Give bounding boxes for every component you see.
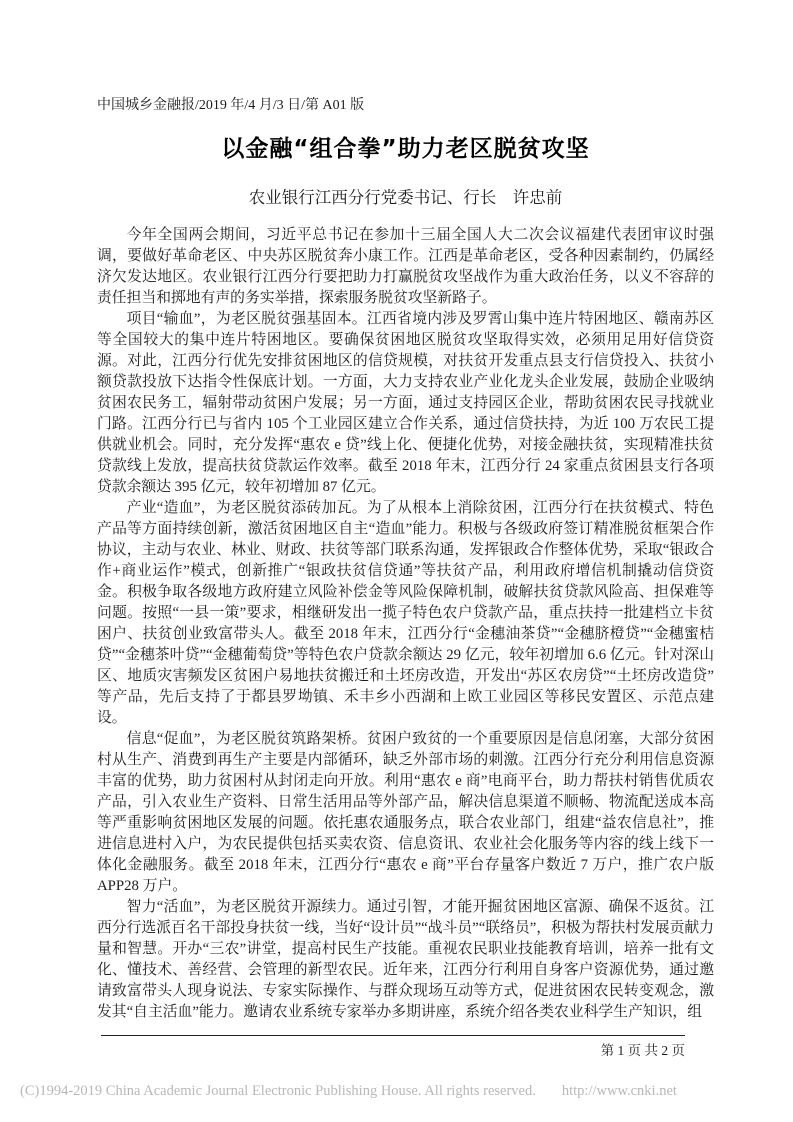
- article-paragraph: 智力“活血”，为老区脱贫开源续力。通过引智，才能开掘贫困地区富源、确保不返贫。江西分行选派百名干部投身扶贫一线，当好“设计员”“战斗员”“联络员”，积极为帮扶村发展贡献力量和智慧。开办“三农”讲堂，提高村民生产技能。重视农民职业技能教育培训，培养一批有文化、懂技术、善经营、会管理的新型农民。近年来，江西分行利用自身客户资源优势，通过邀请致富带头人现身说法、专家实际操作、与群众现场互动等方式，促进贫困农民转变观念，激发其“自主活血”能力。邀请农业系统专家举办多期讲座，系统介绍各类农业科学生产知识，组: [97, 899, 714, 1020]
- article-paragraph: 信息“促血”，为老区脱贫筑路架桥。贫困户致贫的一个重要原因是信息闭塞，大部分贫困村从生产、消费到再生产主要是内部循环，缺乏外部市场的刺激。江西分行充分利用信息资源丰富的优势，助力贫困村从封闭走向开放。利用“惠农 e 商”电商平台，助力帮扶村销售优质农产品，引入农业生产资料、日常生活用品等外部产品，解决信息渠道不顺畅、物流配送成本高等严重影响贫困地区发展的问题。依托惠农通服务点，联合农业部门，组建“益农信息社”，推进信息进村入户，为农民提供包括买卖农资、信息资讯、农业社会化服务等内容的线上线下一体化金融服务。截至 2018 年末，江西分行“惠农 e 商”平台存量客户数近 7 万户，推广农户版 APP28 万户。: [97, 731, 714, 894]
- article-paragraph: 项目“输血”，为老区脱贫强基固本。江西省境内涉及罗霄山集中连片特困地区、赣南苏区等全国较大的集中连片特困地区。要确保贫困地区脱贫攻坚取得实效，必须用足用好信贷资源。对此，江西分行优先安排贫困地区的信贷规模，对扶贫开发重点县支行信贷投入、扶贫小额贷款投放下达指令性保底计划。一方面，大力支持农业产业化龙头企业发展，鼓励企业吸纳贫困农民务工，辐射带动贫困户发展；另一方面，通过支持园区企业，帮助贫困农民寻找就业门路。江西分行已与省内 105 个工业园区建立合作关系，通过信贷扶持，为近 100 万农民工提供就业机会。同时，充分发挥“惠农 e 贷”线上化、便捷化优势，对接金融扶贫，实现精准扶贫贷款线上发放，提高扶贫贷款运作效率。截至 2018 年末，江西分行 24 家重点贫困县支行各项贷款余额达 395 亿元，较年初增加 87 亿元。: [97, 311, 714, 495]
- page-indicator: 第 1 页 共 2 页: [600, 1043, 685, 1058]
- article-paragraph: 产业“造血”，为老区脱贫添砖加瓦。为了从根本上消除贫困，江西分行在扶贫模式、特色产品等方面持续创新，激活贫困地区自主“造血”能力。积极与各级政府签订精准脱贫框架合作协议，主动与农业、林业、财政、扶贫等部门联系沟通，发挥银政合作整体优势，采取“银政合作+商业运作”模式，创新推广“银政扶贫信贷通”等扶贫产品，利用政府增信机制撬动信贷资金。积极争取各级地方政府建立风险补偿金等风险保障机制，破解扶贫贷款风险高、担保难等问题。按照“一县一策”要求，相继研发出一揽子特色农户贷款产品，重点扶持一批建档立卡贫困户、扶贫创业致富带头人。截至 2018 年末，江西分行“金穗油茶贷”“金穗脐橙贷”“金穗蜜桔贷”“金穗茶叶贷”“金穗葡萄贷”等特色农户贷款余额达 29 亿元，较年初增加 6.6 亿元。针对深山区、地质灾害频发区贫困户易地扶贫搬迁和土坯房改造，开发出“苏区农房贷”“土坯房改造贷”等产品，先后支持了于都县罗坳镇、禾丰乡小西湖和上欧工业园区等移民安置区、示范点建设。: [97, 500, 714, 726]
- article-title: 以金融“组合拳”助力老区脱贫攻坚: [221, 136, 590, 162]
- article-body: [97, 225, 714, 1023]
- publication-source-line: 中国城乡金融报/2019 年/4 月/3 日/第 A01 版: [97, 98, 365, 113]
- article-byline: 农业银行江西分行党委书记、行长 许忠前: [248, 188, 563, 207]
- footer-divider: [101, 1035, 685, 1036]
- cnki-url-text: http://www.cnki.net: [561, 1083, 677, 1099]
- article-paragraph: 今年全国两会期间，习近平总书记在参加十三届全国人大二次会议福建代表团审议时强调，要做好革命老区、中央苏区脱贫奔小康工作。江西是革命老区，受各种因素制约，仍属经济欠发达地区。农业银行江西分行要把助力打赢脱贫攻坚战作为重大政治任务，以义不容辞的责任担当和掷地有声的务实举措，探索服务脱贫攻坚新路子。: [97, 227, 714, 306]
- copyright-line: [20, 1083, 677, 1100]
- copyright-text: (C)1994-2019 China Academic Journal Electronic Publishing House. All rights reserved.: [20, 1083, 536, 1099]
